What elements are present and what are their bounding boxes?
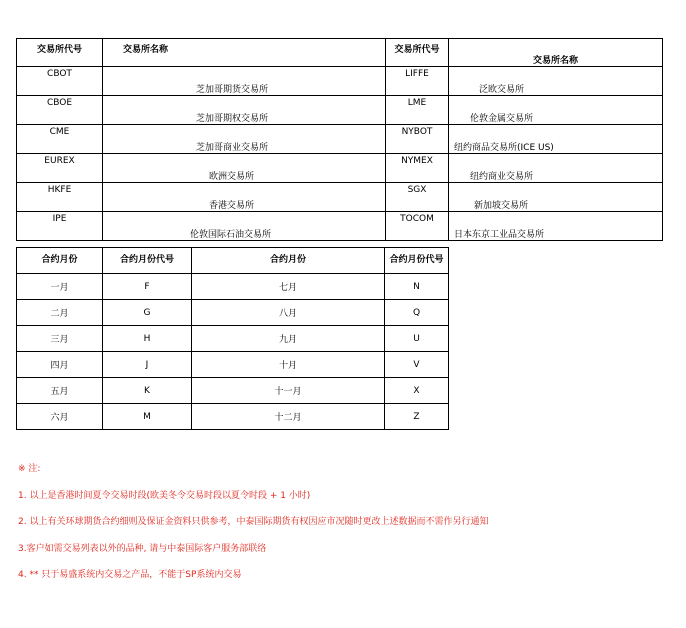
header-contract-month: 合约月份 (192, 248, 385, 274)
month-cell: 四月 (17, 352, 103, 378)
table-row (17, 274, 449, 300)
month-code-cell: Z (385, 404, 449, 430)
exchange-name-cell: 泛欧交易所 (449, 67, 663, 96)
table-row (17, 125, 663, 154)
table-row (17, 378, 449, 404)
exchange-name-cell: 伦敦金属交易所 (449, 96, 663, 125)
contract-month-code-table (16, 247, 449, 430)
note-item-1: 1. 以上是香港时间夏令交易时段(欧美冬令交易时段以夏令时段 + 1 小时) (18, 491, 311, 501)
note-item-4: 4. ** 只于易盛系统内交易之产品，不能于SP系统内交易 (18, 570, 242, 580)
month-code-cell: K (103, 378, 192, 404)
exchange-code-cell: LIFFE (386, 67, 449, 96)
month-cell: 五月 (17, 378, 103, 404)
month-cell: 七月 (192, 274, 385, 300)
note-item-3: 3.客户如需交易列表以外的品种, 请与中泰国际客户服务部联络 (18, 544, 267, 554)
table-row (17, 326, 449, 352)
month-code-cell: U (385, 326, 449, 352)
month-cell: 十一月 (192, 378, 385, 404)
table-row (17, 67, 663, 96)
exchange-code-cell: HKFE (17, 183, 103, 212)
month-cell: 三月 (17, 326, 103, 352)
month-code-cell: G (103, 300, 192, 326)
table-row (17, 300, 449, 326)
table-row (17, 183, 663, 212)
month-code-cell: H (103, 326, 192, 352)
exchange-code-cell: CBOE (17, 96, 103, 125)
header-contract-month: 合约月份 (17, 248, 103, 274)
exchange-code-cell: CBOT (17, 67, 103, 96)
month-code-cell: N (385, 274, 449, 300)
table-row (17, 154, 663, 183)
table-row (17, 96, 663, 125)
month-code-cell: X (385, 378, 449, 404)
exchange-code-cell: SGX (386, 183, 449, 212)
exchange-code-cell: EUREX (17, 154, 103, 183)
month-cell: 二月 (17, 300, 103, 326)
header-contract-month-code: 合约月份代号 (385, 248, 449, 274)
table-header-row (17, 248, 449, 274)
header-exchange-name-left: 交易所名称 (103, 39, 386, 67)
exchange-name-cell: 日本东京工业品交易所 (449, 212, 663, 241)
month-cell: 一月 (17, 274, 103, 300)
month-cell: 六月 (17, 404, 103, 430)
month-cell: 八月 (192, 300, 385, 326)
exchange-code-cell: TOCOM (386, 212, 449, 241)
exchange-code-cell: NYBOT (386, 125, 449, 154)
month-code-cell: Q (385, 300, 449, 326)
exchange-name-cell: 欧洲交易所 (103, 154, 386, 183)
exchange-name-cell: 芝加哥期权交易所 (103, 96, 386, 125)
header-exchange-code-left: 交易所代号 (17, 39, 103, 67)
month-code-cell: F (103, 274, 192, 300)
month-code-cell: V (385, 352, 449, 378)
table-row (17, 404, 449, 430)
exchange-name-cell: 芝加哥期货交易所 (103, 67, 386, 96)
exchange-code-table (16, 38, 663, 241)
exchange-name-cell: 伦敦国际石油交易所 (103, 212, 386, 241)
month-cell: 十二月 (192, 404, 385, 430)
month-cell: 九月 (192, 326, 385, 352)
exchange-code-cell: NYMEX (386, 154, 449, 183)
exchange-name-cell: 纽约商品交易所(ICE US) (449, 125, 663, 154)
table-header-row (17, 39, 663, 67)
note-item-2: 2. 以上有关环球期货合约细则及保证金资料只供参考，中泰国际期货有权因应市况随时更改上述数据而不需作另行通知 (18, 517, 489, 527)
month-cell: 十月 (192, 352, 385, 378)
month-code-cell: M (103, 404, 192, 430)
notes-title: ※ 注: (18, 464, 41, 474)
exchange-code-cell: CME (17, 125, 103, 154)
exchange-code-cell: LME (386, 96, 449, 125)
month-code-cell: J (103, 352, 192, 378)
exchange-name-cell: 新加坡交易所 (449, 183, 663, 212)
exchange-name-cell: 芝加哥商业交易所 (103, 125, 386, 154)
exchange-name-cell: 香港交易所 (103, 183, 386, 212)
header-exchange-name-right: 交易所名称 (449, 39, 663, 67)
table-row (17, 212, 663, 241)
header-contract-month-code: 合约月份代号 (103, 248, 192, 274)
exchange-code-cell: IPE (17, 212, 103, 241)
table-row (17, 352, 449, 378)
header-exchange-code-right: 交易所代号 (386, 39, 449, 67)
exchange-name-cell: 纽约商业交易所 (449, 154, 663, 183)
